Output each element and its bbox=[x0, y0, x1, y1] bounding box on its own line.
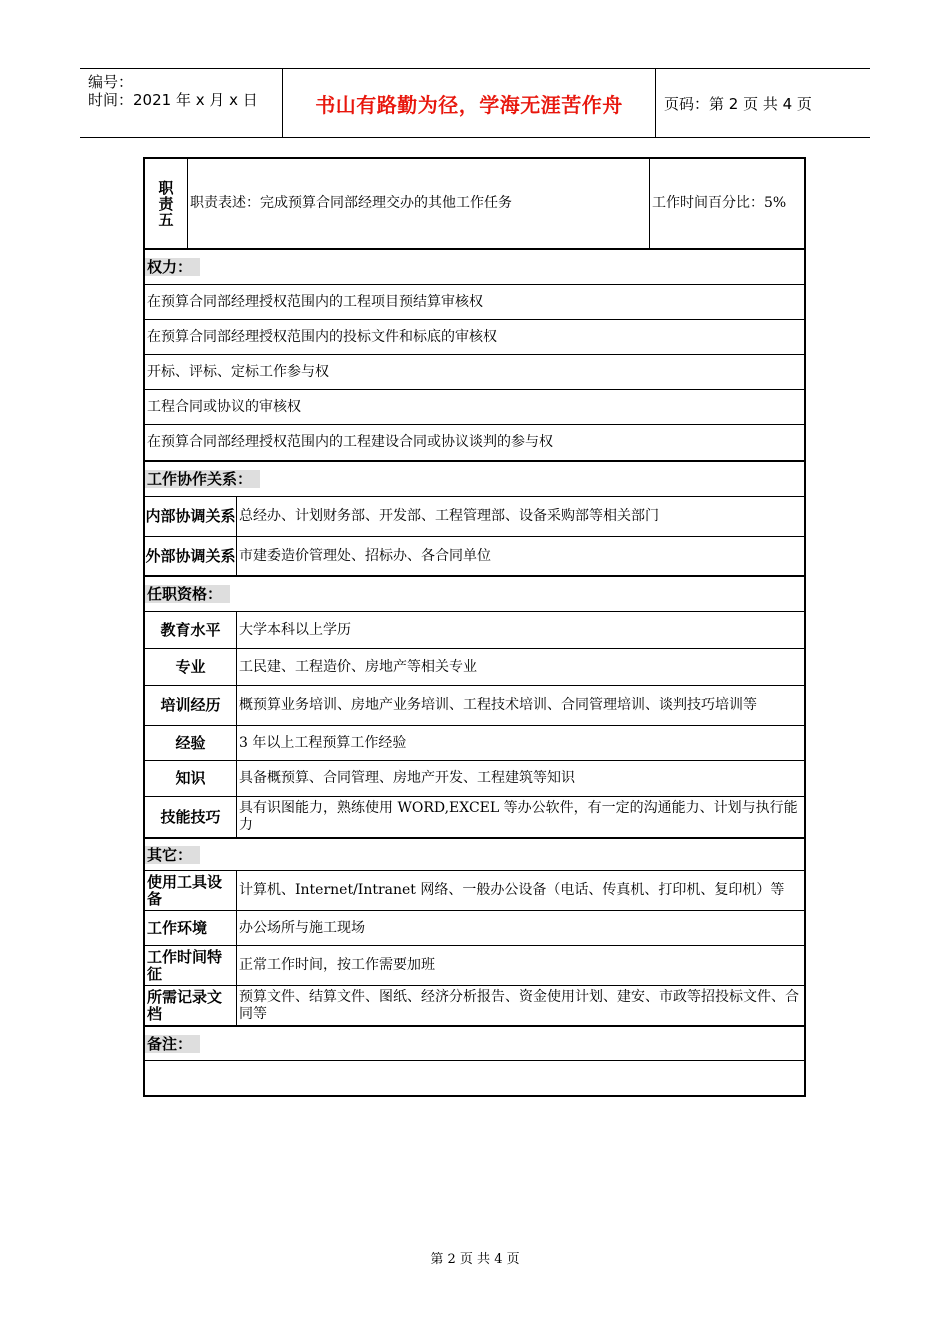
power-item-text: 在预算合同部经理授权范围内的工程建设合同或协议谈判的参与权 bbox=[147, 434, 553, 450]
other-value: 正常工作时间，按工作需要加班 bbox=[239, 957, 435, 973]
qualification-row bbox=[145, 612, 804, 649]
duty-five-label: 职 责 五 bbox=[158, 178, 174, 229]
qualification-row bbox=[145, 726, 804, 761]
header-page-cell bbox=[656, 69, 870, 137]
qualification-label: 知识 bbox=[175, 769, 206, 787]
other-label: 使用工具设备 bbox=[147, 872, 223, 908]
qualification-label: 技能技巧 bbox=[160, 807, 221, 826]
other-row bbox=[145, 946, 804, 986]
duty-five-time-percent: 工作时间百分比：5% bbox=[652, 195, 787, 211]
remarks-title: 备注： bbox=[145, 1035, 200, 1053]
other-label: 工作时间特征 bbox=[147, 947, 223, 983]
header-motto-cell bbox=[282, 69, 656, 137]
relation-label: 内部协调关系 bbox=[145, 507, 236, 525]
qualification-label: 教育水平 bbox=[160, 620, 221, 639]
duty-five-label-cell bbox=[145, 159, 188, 248]
other-value: 预算文件、结算文件、图纸、经济分析报告、资金使用计划、建安、市政等招投标文件、合同等 bbox=[239, 988, 799, 1022]
other-value: 计算机、Internet/Intranet 网络、一般办公设备（电话、传真机、打印机、复印机）等 bbox=[239, 882, 785, 898]
power-item-text: 开标、评标、定标工作参与权 bbox=[147, 363, 329, 380]
qualifications-header-row bbox=[145, 577, 804, 612]
remarks-content-row bbox=[145, 1061, 804, 1095]
qualifications-title: 任职资格： bbox=[145, 585, 230, 603]
power-item-text: 工程合同或协议的审核权 bbox=[147, 398, 301, 415]
other-row bbox=[145, 911, 804, 946]
footer-page-number: 第 2 页 共 4 页 bbox=[430, 1252, 520, 1267]
header-meta bbox=[80, 69, 282, 137]
relation-label-cell bbox=[145, 497, 237, 536]
qualification-value: 具备概预算、合同管理、房地产开发、工程建筑等知识 bbox=[239, 770, 575, 786]
serial-label: 编号： bbox=[88, 73, 134, 91]
power-item bbox=[145, 390, 804, 425]
relations-header-cell bbox=[145, 462, 804, 496]
qualification-label: 培训经历 bbox=[160, 696, 221, 714]
other-row bbox=[145, 871, 804, 911]
qualification-value: 概预算业务培训、房地产业务培训、工程技术培训、合同管理培训、谈判技巧培训等 bbox=[239, 697, 757, 713]
qualification-value: 3 年以上工程预算工作经验 bbox=[239, 734, 407, 751]
power-item-text: 在预算合同部经理授权范围内的投标文件和标底的审核权 bbox=[147, 328, 497, 345]
qualification-value: 工民建、工程造价、房地产等相关专业 bbox=[239, 658, 477, 675]
relation-value-cell bbox=[237, 537, 804, 575]
relation-row-internal bbox=[145, 497, 804, 537]
relation-row-external bbox=[145, 537, 804, 577]
page-info: 页码：第 2 页 共 4 页 bbox=[664, 94, 812, 113]
duty-five-description-cell bbox=[188, 159, 650, 248]
job-description-table bbox=[143, 157, 806, 1097]
remarks-header-cell bbox=[145, 1027, 804, 1060]
relations-title: 工作协作关系： bbox=[145, 470, 260, 488]
powers-header-cell bbox=[145, 250, 804, 284]
power-item bbox=[145, 355, 804, 390]
other-row bbox=[145, 986, 804, 1027]
qualification-row bbox=[145, 797, 804, 839]
power-item bbox=[145, 320, 804, 355]
motto-text: 书山有路勤为径，学海无涯苦作舟 bbox=[315, 92, 623, 117]
duty-five-row bbox=[145, 159, 804, 250]
qualification-label: 经验 bbox=[175, 733, 206, 752]
powers-header-row bbox=[145, 250, 804, 285]
date-text: 时间：2021 年 x 月 x 日 bbox=[88, 91, 258, 109]
power-item bbox=[145, 425, 804, 462]
powers-title: 权力： bbox=[145, 258, 200, 276]
relations-header-row bbox=[145, 462, 804, 497]
other-label: 所需记录文档 bbox=[147, 987, 223, 1023]
power-item-text: 在预算合同部经理授权范围内的工程项目预结算审核权 bbox=[147, 293, 483, 310]
page-footer bbox=[0, 1248, 950, 1267]
qualification-value: 具有识图能力，熟练使用 WORD,EXCEL 等办公软件，有一定的沟通能力、计划与执行能力 bbox=[239, 800, 798, 833]
others-title: 其它： bbox=[145, 846, 200, 864]
relation-value-cell bbox=[237, 497, 804, 536]
duty-five-time-cell bbox=[650, 159, 804, 248]
power-item bbox=[145, 285, 804, 320]
qualification-row bbox=[145, 649, 804, 686]
qualification-label: 专业 bbox=[175, 657, 206, 676]
relation-value: 总经办、计划财务部、开发部、工程管理部、设备采购部等相关部门 bbox=[239, 508, 659, 524]
qualification-value: 大学本科以上学历 bbox=[239, 621, 351, 638]
qualification-row bbox=[145, 686, 804, 726]
relation-label-cell bbox=[145, 537, 237, 575]
relation-label: 外部协调关系 bbox=[145, 546, 236, 565]
duty-five-description: 职责表述：完成预算合同部经理交办的其他工作任务 bbox=[190, 195, 512, 211]
relation-value: 市建委造价管理处、招标办、各合同单位 bbox=[239, 547, 491, 564]
remarks-header-row bbox=[145, 1027, 804, 1061]
others-header-cell bbox=[145, 839, 804, 870]
page-header bbox=[80, 68, 870, 138]
other-value: 办公场所与施工现场 bbox=[239, 919, 365, 936]
others-header-row bbox=[145, 839, 804, 871]
qualifications-header-cell bbox=[145, 577, 804, 611]
qualification-row bbox=[145, 761, 804, 797]
other-label: 工作环境 bbox=[147, 918, 208, 937]
